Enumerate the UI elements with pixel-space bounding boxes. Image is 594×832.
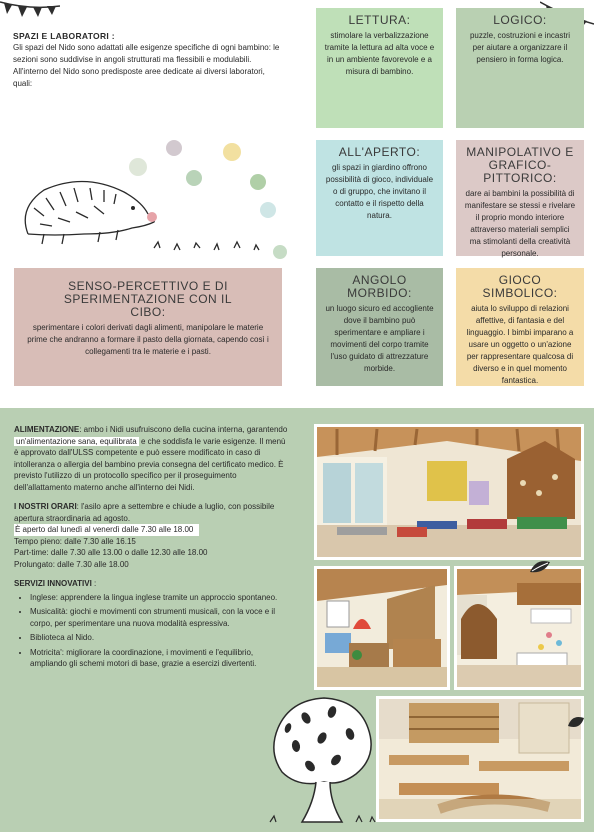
photo-room-wood — [454, 566, 584, 690]
leaf-icon — [566, 714, 586, 732]
lab-title: ANGOLO MORBIDO: — [347, 273, 412, 300]
hours-extended: Prolungato: dalle 7.30 alle 18.00 — [14, 559, 129, 569]
food-paragraph: ALIMENTAZIONE: ambo i Nidi usufruiscono della cucina interna, garantendo un'alimentazione sana, equilibrata e che soddisfa le varie esigenze. Il menù è approvato dall'ULSS competente e può essere modificato in caso di intolleranza o allergia del bambino previa consegna del certificato medico. È previsto l'utilizzo di un protocollo specifico per il proseguimento dell'allattamento materno anche all'interno dei Nidi. — [14, 425, 288, 492]
info-text — [14, 424, 292, 673]
intro-body-2: All'interno del Nido sono predisposte aree dedicate ai diversi laboratori, quali: — [13, 67, 265, 88]
intro-heading: SPAZI E LABORATORI : — [13, 31, 115, 41]
intro-body: Gli spazi del Nido sono adattati alle esigenze specifiche di ogni bambino: le sezioni sono suddivise in angoli strutturati ma flessibili e modulabili. — [13, 43, 280, 64]
hours-full: Tempo pieno: dalle 7.30 alle 16.15 — [14, 536, 136, 546]
services-paragraph: SERVIZI INNOVATIVI : — [14, 579, 97, 588]
leaf-icon — [528, 558, 552, 576]
lab-title: SENSO-PERCETTIVO E DI SPERIMENTAZIONE CON IL CIBO: — [63, 279, 233, 319]
food-label: ALIMENTAZIONE — [14, 425, 80, 434]
photo-classroom-large — [314, 424, 584, 560]
food-highlight: un'alimentazione sana, equilibrata — [16, 436, 137, 446]
list-item: • Biblioteca al Nido. — [30, 632, 292, 644]
photo-classroom-shelves — [314, 566, 450, 690]
lab-allaperto — [316, 140, 443, 256]
services-label: SERVIZI INNOVATIVI — [14, 579, 92, 588]
lab-logico — [456, 8, 584, 128]
list-item: • Inglese: apprendere la lingua inglese tramite un approccio spontaneo. — [30, 592, 292, 604]
hours-label: I NOSTRI ORARI — [14, 502, 77, 511]
hours-paragraph: I NOSTRI ORARI: l'asilo apre a settembre e chiude a luglio, con possibile apertura straordinaria ad agosto. È aperto dal lunedì al venerdì dalle 7.30 alle 18.00 Tempo pieno: dalle 7.30 alle 16.15 Part-time: dalle 7.30 alle 13.00 o dalle 12.30 alle 18.00 Prolungato: dalle 7.30 alle 18.00 — [14, 502, 275, 569]
list-item: • Musicalità: giochi e movimenti con strumenti musicali, con la voce e il corpo, per sperimentare una nuova modalità espressiva. — [30, 606, 292, 629]
list-item: • Motricita': migliorare la coordinazione, i movimenti e l'equilibrio, ampliando gli schemi motori di base, grazie a esercizi divertenti. — [30, 647, 292, 670]
lab-text: un luogo sicuro ed accogliente dove il bambino può sperimentare e ampliare i movimenti del corpo tramite l'uso guidato di attrezzature morbide. — [325, 304, 434, 373]
lab-text: gli spazi in giardino offrono possibilità di gioco, individuale o di gruppo, che invitano il contatto e il rispetto della natura. — [325, 163, 434, 220]
lab-title: LETTURA: — [348, 13, 411, 27]
hours-part: Part-time: dalle 7.30 alle 13.00 o dalle 12.30 alle 18.00 — [14, 548, 208, 557]
hours-highlight: È aperto dal lunedì al venerdì dalle 7.30 alle 18.00 — [14, 524, 199, 536]
intro-section — [13, 30, 283, 90]
lab-title: GIOCO SIMBOLICO: — [482, 273, 558, 300]
lab-text: puzzle, costruzioni e incastri per aiutare a organizzare il pensiero in forma logica. — [469, 31, 571, 64]
tree-icon — [266, 694, 382, 826]
lab-lettura — [316, 8, 443, 128]
lab-senso-percettivo — [14, 268, 282, 386]
lab-title: MANIPOLATIVO E GRAFICO-PITTORICO: — [466, 145, 574, 185]
lab-text: sperimentare i colori derivati dagli alimenti, manipolare le materie prime che andranno a formare il pasto della giornata, capendo così i collegamenti tra le materie e i pasti. — [27, 323, 269, 356]
lab-gioco-simbolico — [456, 268, 584, 386]
photo-canteen — [376, 696, 584, 822]
lab-text: aiuta lo sviluppo di relazioni affettive, di fantasia e del linguaggio. I bimbi imparano a usare un oggetto o un'azione per rappresentare qualcosa di diverso e in quel momento fantastica. — [466, 304, 574, 385]
lab-title: LOGICO: — [493, 13, 547, 27]
bunting-icon — [0, 0, 60, 24]
lab-text: dare ai bambini la possibilità di manifestare se stessi e rivelare il proprio mondo interiore attraverso materiali semplici ma stimolanti della creatività personale. — [464, 189, 576, 258]
lab-manipolativo — [456, 140, 584, 256]
hedgehog-icon — [14, 138, 314, 260]
lab-title: ALL'APERTO: — [338, 145, 421, 159]
services-list — [14, 592, 292, 670]
lab-angolo-morbido — [316, 268, 443, 386]
lab-text: stimolare la verbalizzazione tramite la lettura ad alta voce e in un ambiente favorevole e a misura di bambino. — [324, 31, 435, 76]
